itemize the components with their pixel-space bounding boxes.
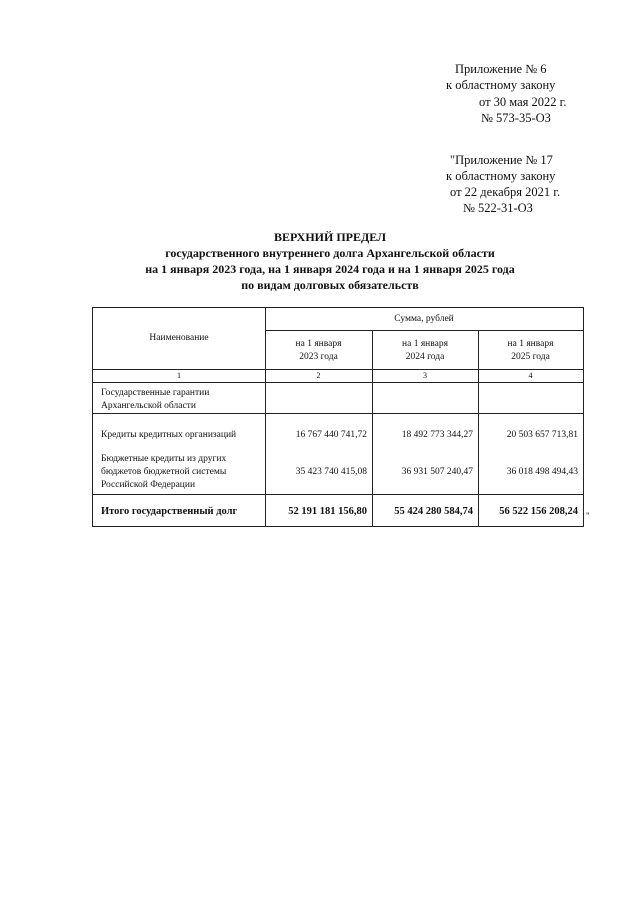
row-budget-loans-name-line2: бюджетов бюджетной системы xyxy=(101,467,227,477)
doc-subtitle-2: на 1 января 2023 года, на 1 января 2024 года и на 1 января 2025 года xyxy=(145,262,515,276)
sum-header: Сумма, рублей xyxy=(394,314,454,324)
doc-subtitle-1: государственного внутреннего долга Архангельской области xyxy=(165,246,495,260)
row-budget-loans-2023: 35 423 740 415,08 xyxy=(295,467,367,477)
row-guarantees-name-line1: Государственные гарантии xyxy=(101,388,210,398)
row-budget-loans-2024: 36 931 507 240,47 xyxy=(401,467,473,477)
col-2025-header-line2: 2025 года xyxy=(511,352,550,362)
row-budget-loans-2025: 36 018 498 494,43 xyxy=(506,467,578,477)
total-2025: 56 522 156 208,24 xyxy=(499,506,578,517)
row-bank-loans-2024: 18 492 773 344,27 xyxy=(401,430,473,440)
col-number-1: 1 xyxy=(177,371,181,380)
appendix-6-date: от 30 мая 2022 г. xyxy=(479,95,567,109)
total-name: Итого государственный долг xyxy=(101,506,238,517)
col-name-header: Наименование xyxy=(149,333,209,343)
sum-header-divider xyxy=(265,330,583,331)
col-2025-header-line1: на 1 января xyxy=(507,339,554,349)
col-2024-header-line1: на 1 января xyxy=(402,339,448,349)
row-bank-loans-name: Кредиты кредитных организаций xyxy=(101,430,237,440)
appendix-17-number: № 522-31-ОЗ xyxy=(463,201,533,215)
col-2023-header-line1: на 1 января xyxy=(295,339,342,349)
row-guarantees-line xyxy=(93,413,583,414)
debt-table xyxy=(92,307,584,527)
row-guarantees-name-line2: Архангельской области xyxy=(101,401,196,411)
total-2024: 55 424 280 584,74 xyxy=(394,506,473,517)
appendix-17-date: от 22 декабря 2021 г. xyxy=(450,185,561,199)
col-2024-header-line2: 2024 года xyxy=(405,352,445,362)
appendix-17-title: "Приложение № 17 xyxy=(450,153,553,167)
appendix-6-title: Приложение № 6 xyxy=(455,62,547,76)
row-bank-loans-2023: 16 767 440 741,72 xyxy=(295,430,367,440)
col-number-4: 4 xyxy=(528,371,533,380)
col-number-3: 3 xyxy=(423,371,427,380)
row-budget-loans-name-line3: Российской Федерации xyxy=(101,480,196,490)
appendix-17-law-ref: к областному закону xyxy=(446,169,556,183)
appendix-6-law-ref: к областному закону xyxy=(446,78,556,92)
total-top-line xyxy=(93,494,583,495)
col-2023-header-line2: 2023 года xyxy=(299,352,338,362)
col-number-line xyxy=(93,382,583,383)
doc-title: ВЕРХНИЙ ПРЕДЕЛ xyxy=(273,230,387,244)
total-2023: 52 191 181 156,80 xyxy=(288,506,367,517)
closing-quote: " xyxy=(586,511,590,521)
col-number-2: 2 xyxy=(316,371,321,380)
appendix-6-number: № 573-35-ОЗ xyxy=(481,111,551,125)
row-budget-loans-name-line1: Бюджетные кредиты из других xyxy=(101,454,227,464)
doc-subtitle-3: по видам долговых обязательств xyxy=(241,278,419,292)
row-bank-loans-2025: 20 503 657 713,81 xyxy=(506,430,578,440)
